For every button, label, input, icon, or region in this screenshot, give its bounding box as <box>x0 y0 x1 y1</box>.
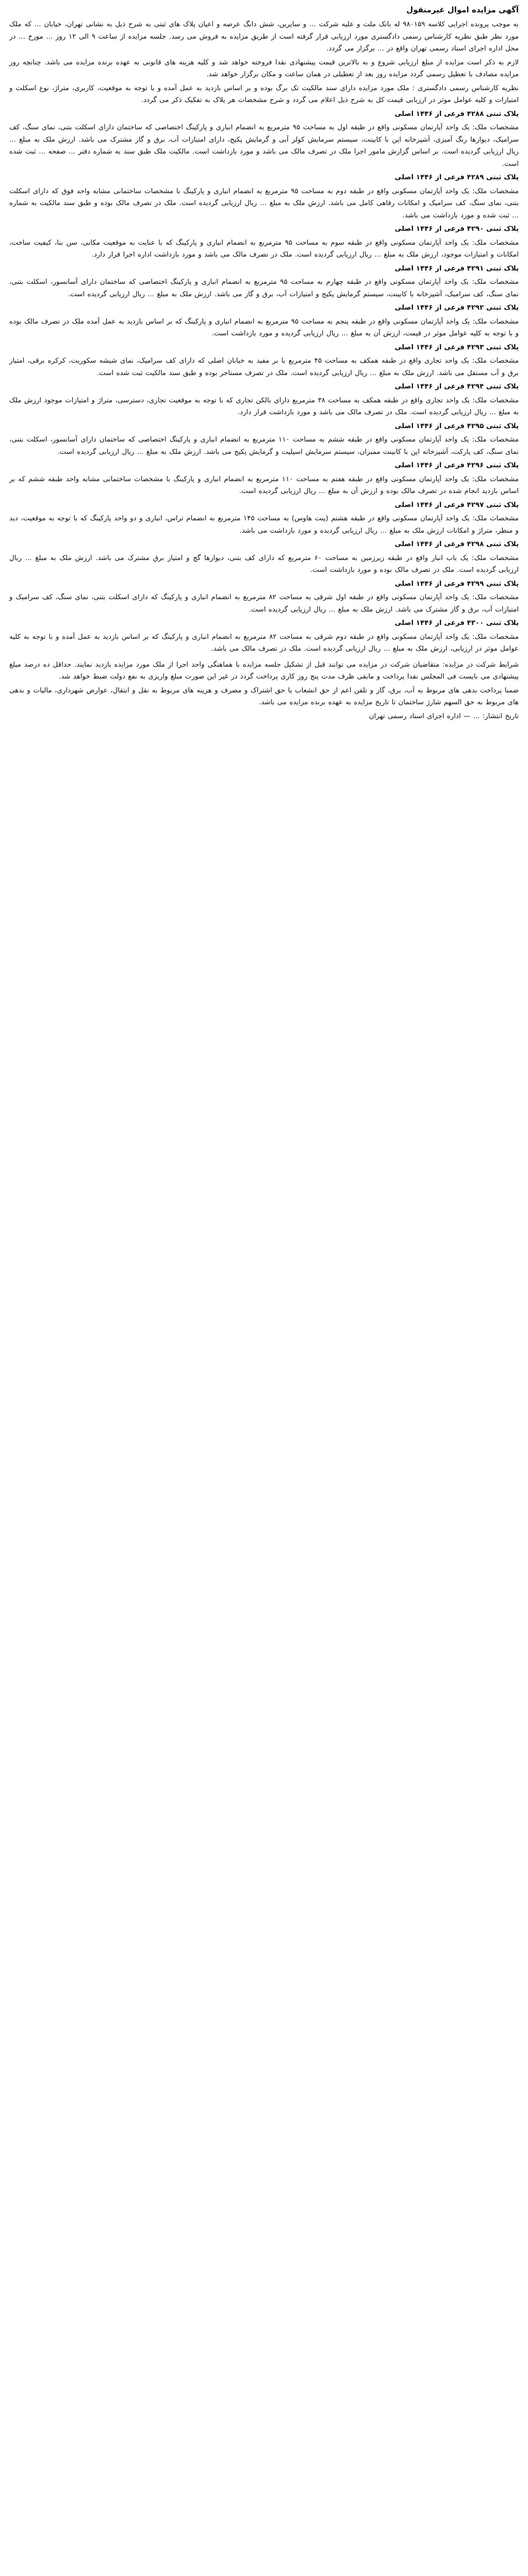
plot-text: مشخصات ملک: یک واحد تجاری واقع در طبقه همکف به مساحت ۴۵ مترمربع با بر مفید به خیابان اصلی که دارای کف سرامیک، نمای شیشه سکوریت، کرکره برقی، امتیاز برق و آب مستقل می باشد. ارزش ملک به مبلغ ... ریال ارزیابی گردیده است. ملک در تصرف مستاجر بوده و طبق سند مالکیت ثبت شده است. <box>9 357 519 377</box>
plot-text: مشخصات ملک: یک واحد آپارتمان مسکونی واقع در طبقه اول شرقی به مساحت ۸۲ مترمربع به انضمام انباری و پارکینگ که دارای اسکلت بتنی، نمای سنگ، کف سرامیک و امتیازات آب، برق و گاز مشترک می باشد. ارزش ملک به مبلغ ... ریال ارزیابی گردیده است. <box>9 594 519 614</box>
plot-heading: پلاک ثبتی ۴۲۸۹ فرعی از ۱۴۴۶ اصلی <box>394 174 519 181</box>
plot-section <box>9 538 519 577</box>
intro-paragraph: به موجب پرونده اجرایی کلاسه ۹۸۰۱۵۹ له بانک ملت و علیه شرکت ... و سایرین، شش دانگ عرصه و اعیان پلاک های ثبتی به شرح ذیل به نشانی تهران، خیابان ... که ملک مورد نظر طبق نظریه کارشناس رسمی دادگستری مورد ارزیابی قرار گرفته است از طریق مزایده به فروش می رسد. جلسه مزایده از ساعت ۹ الی ۱۲ روز ... مورخ ... در محل اداره اجرای اسناد رسمی تهران واقع در ... برگزار می گردد. <box>9 21 519 53</box>
plot-text: مشخصات ملک: یک واحد آپارتمان مسکونی واقع در طبقه دوم شرقی به مساحت ۸۲ مترمربع به انضمام انباری و پارکینگ که بر اساس بازدید به عمل آمده و با توجه به کلیه عوامل موثر در ارزیابی، ارزش ملک به مبلغ ... ریال ارزیابی گردیده است. ملک در تصرف مالک می باشد. <box>9 633 519 653</box>
plot-text: مشخصات ملک: یک واحد آپارتمان مسکونی واقع در طبقه چهارم به مساحت ۹۵ مترمربع به انضمام انباری و پارکینگ اختصاصی که ساختمان دارای آسانسور، اسکلت بتنی، نمای سنگ، کف سرامیک، آشپزخانه با کابینت، سیستم گرمایش پکیج و امتیازات آب، برق و گاز می باشد. ارزش ملک به مبلغ ... ریال ارزیابی گردیده است. <box>9 278 519 298</box>
plot-heading: پلاک ثبتی ۴۲۹۳ فرعی از ۱۴۴۶ اصلی <box>394 343 519 351</box>
intro-paragraph: لازم به ذکر است مزایده از مبلغ ارزیابی شروع و به بالاترین قیمت پیشنهادی نقدا فروخته خواهد شد و کلیه هزینه های قانونی به عهده برنده مزایده می باشد. چنانچه روز مزایده مصادف با تعطیل رسمی گردد مزایده روز بعد از تعطیلی در همان ساعت و مکان برگزار خواهد شد. <box>9 58 519 78</box>
plot-section <box>9 342 519 380</box>
plots-list <box>9 108 519 655</box>
plot-text: مشخصات ملک: یک واحد آپارتمان مسکونی واقع در طبقه اول به مساحت ۹۵ مترمربع به انضمام انباری و پارکینگ اختصاصی که ساختمان دارای اسکلت بتنی، نمای سنگ، کف سرامیک، دیوارها رنگ آمیزی، آشپزخانه اپن با کابینت، سیستم سرمایش کولر آبی و گرمایش پکیج، دارای امتیازات آب، برق و گاز مشترک می باشد. ارزش ملک به مبلغ ... ریال ارزیابی گردیده است. بر اساس گزارش مامور اجرا ملک در تصرف مالک می باشد و مورد بازداشت است. مالکیت ملک طبق سند به شماره دفتر ... صفحه ... ثبت شده است. <box>9 124 519 168</box>
plot-text: مشخصات ملک: یک واحد آپارتمان مسکونی واقع در طبقه هفتم به مساحت ۱۱۰ مترمربع به انضمام انباری و پارکینگ با مشخصات ساختمانی مشابه واحد طبقه ششم که بر اساس بازدید انجام شده در تصرف مالک بوده و ارزش آن به مبلغ ... ریال ارزیابی گردیده است. <box>9 475 519 495</box>
plot-section <box>9 578 519 616</box>
closing-block <box>9 659 519 723</box>
plot-section <box>9 108 519 171</box>
plot-heading: پلاک ثبتی ۴۲۹۶ فرعی از ۱۴۴۶ اصلی <box>394 462 519 469</box>
plot-heading: پلاک ثبتی ۴۲۹۹ فرعی از ۱۴۴۶ اصلی <box>394 580 519 588</box>
plot-heading: پلاک ثبتی ۴۲۹۰ فرعی از ۱۴۴۶ اصلی <box>394 225 519 233</box>
plot-section <box>9 302 519 340</box>
plot-section <box>9 381 519 419</box>
closing-paragraph: ضمنا پرداخت بدهی های مربوط به آب، برق، گاز و تلفن اعم از حق انشعاب یا حق اشتراک و مصرف و هزینه های مربوط به نقل و انتقال، عوارض شهرداری، مالیات و بدهی های مربوط به حق السهم شارژ ساختمان تا تاریخ مزایده به عهده برنده مزایده می باشد. <box>9 686 519 706</box>
plot-heading: پلاک ثبتی ۴۲۹۵ فرعی از ۱۴۴۶ اصلی <box>394 422 519 430</box>
plot-text: مشخصات ملک: یک باب انبار واقع در طبقه زیرزمین به مساحت ۶۰ مترمربع که دارای کف بتنی، دیوارها گچ و امتیاز برق مشترک می باشد. ارزش ملک به مبلغ ... ریال ارزیابی گردیده است. ملک در تصرف مالک بوده و مورد بازداشت است. <box>9 554 519 574</box>
plot-section <box>9 617 519 655</box>
plot-section <box>9 499 519 537</box>
intro-block <box>9 19 519 81</box>
plot-heading: پلاک ثبتی ۴۲۹۱ فرعی از ۱۴۴۶ اصلی <box>394 264 519 273</box>
plot-section <box>9 420 519 459</box>
plot-heading: پلاک ثبتی ۴۲۸۸ فرعی از ۱۴۴۶ اصلی <box>394 110 519 118</box>
plot-heading: پلاک ثبتی ۴۲۹۴ فرعی از ۱۴۴۶ اصلی <box>394 383 519 391</box>
plot-heading: پلاک ثبتی ۴۲۹۸ فرعی از ۱۴۴۶ اصلی <box>394 540 519 548</box>
plot-text: مشخصات ملک: یک واحد آپارتمان مسکونی واقع در طبقه دوم به مساحت ۹۵ مترمربع به انضمام انباری و پارکینگ با مشخصات ساختمانی مشابه واحد فوق که دارای اسکلت بتنی، نمای سنگ، کف سرامیک و امکانات رفاهی کامل می باشد. ارزش ملک به مبلغ ... ریال ارزیابی گردیده است. ملک در تصرف مالک بوده و طبق سند مالکیت به شماره ... ثبت شده و مورد بازداشت می باشد. <box>9 187 519 219</box>
plot-section <box>9 263 519 301</box>
plot-heading: پلاک ثبتی ۴۲۹۷ فرعی از ۱۴۴۶ اصلی <box>394 501 519 509</box>
expert-note: نظریه کارشناس رسمی دادگستری : ملک مورد مزایده دارای سند مالکیت تک برگ بوده و بر اساس بازدید به عمل آمده و با توجه به موقعیت، کاربری، متراژ، نوع اسکلت و امتیازات و کلیه عوامل موثر در ارزیابی قیمت کل به شرح ذیل اعلام می گردد و شرح مشخصات هر پلاک به تفکیک ذکر می گردد. <box>9 84 519 104</box>
plot-section <box>9 460 519 498</box>
plot-text: مشخصات ملک: یک واحد آپارتمان مسکونی واقع در طبقه هشتم (پنت هاوس) به مساحت ۱۴۵ مترمربع به انضمام تراس، انباری و دو واحد پارکینگ که با توجه به موقعیت، دید و منظر، متراژ و امکانات ارزش ملک به مبلغ ... ریال ارزیابی گردیده و مورد بازداشت می باشد. <box>9 515 519 535</box>
closing-paragraph: تاریخ انتشار: ... — اداره اجرای اسناد رسمی تهران <box>369 712 519 720</box>
plot-text: مشخصات ملک: یک واحد آپارتمان مسکونی واقع در طبقه سوم به مساحت ۹۵ مترمربع به انضمام انباری و پارکینگ که با عنایت به موقعیت مکانی، سن بنا، کیفیت ساخت، امکانات و امتیازات موجود، ارزش ملک به مبلغ ... ریال ارزیابی گردیده است. ملک در تصرف مالک می باشد و مورد بازداشت اداره اجرا قرار دارد. <box>9 239 519 259</box>
plot-text: مشخصات ملک: یک واحد آپارتمان مسکونی واقع در طبقه پنجم به مساحت ۹۵ مترمربع به انضمام انباری و پارکینگ که بر اساس بازدید به عمل آمده ملک در تصرف مالک بوده و با توجه به کلیه عوامل موثر در قیمت، ارزش آن به مبلغ ... ریال ارزیابی گردیده و مورد بازداشت است. <box>9 317 519 337</box>
plot-section <box>9 223 519 261</box>
plot-section <box>9 172 519 222</box>
plot-heading: پلاک ثبتی ۴۳۰۰ فرعی از ۱۴۴۶ اصلی <box>394 619 519 627</box>
plot-heading: پلاک ثبتی ۴۲۹۲ فرعی از ۱۴۴۶ اصلی <box>394 304 519 312</box>
notice-title: آگهی مزایده اموال غیرمنقول <box>406 5 519 14</box>
plot-text: مشخصات ملک: یک واحد تجاری واقع در طبقه همکف به مساحت ۳۸ مترمربع دارای بالکن تجاری که با توجه به موقعیت تجاری، دسترسی، متراژ و امتیازات موجود ارزش ملک به مبلغ ... ریال ارزیابی گردیده است. ملک در تصرف مالک می باشد و مورد بازداشت قرار دارد. <box>9 396 519 416</box>
closing-paragraph: شرایط شرکت در مزایده: متقاضیان شرکت در مزایده می توانند قبل از تشکیل جلسه مزایده با هماهنگی واحد اجرا از ملک مورد مزایده بازدید نمایند. حداقل ده درصد مبلغ پیشنهادی می بایست فی المجلس نقدا پرداخت و مابقی ظرف مدت پنج روز کاری پرداخت گردد در غیر این صورت مبلغ واریزی به نفع دولت ضبط خواهد شد. <box>9 660 519 681</box>
plot-text: مشخصات ملک: یک واحد آپارتمان مسکونی واقع در طبقه ششم به مساحت ۱۱۰ مترمربع به انضمام انباری و پارکینگ اختصاصی که ساختمان دارای آسانسور، اسکلت بتنی، نمای سنگ، کف پارکت، آشپزخانه اپن با کابینت ممبران، سیستم سرمایش اسپلیت و گرمایش پکیج می باشد. ارزش ملک به مبلغ ... ریال ارزیابی گردیده است. <box>9 436 519 456</box>
